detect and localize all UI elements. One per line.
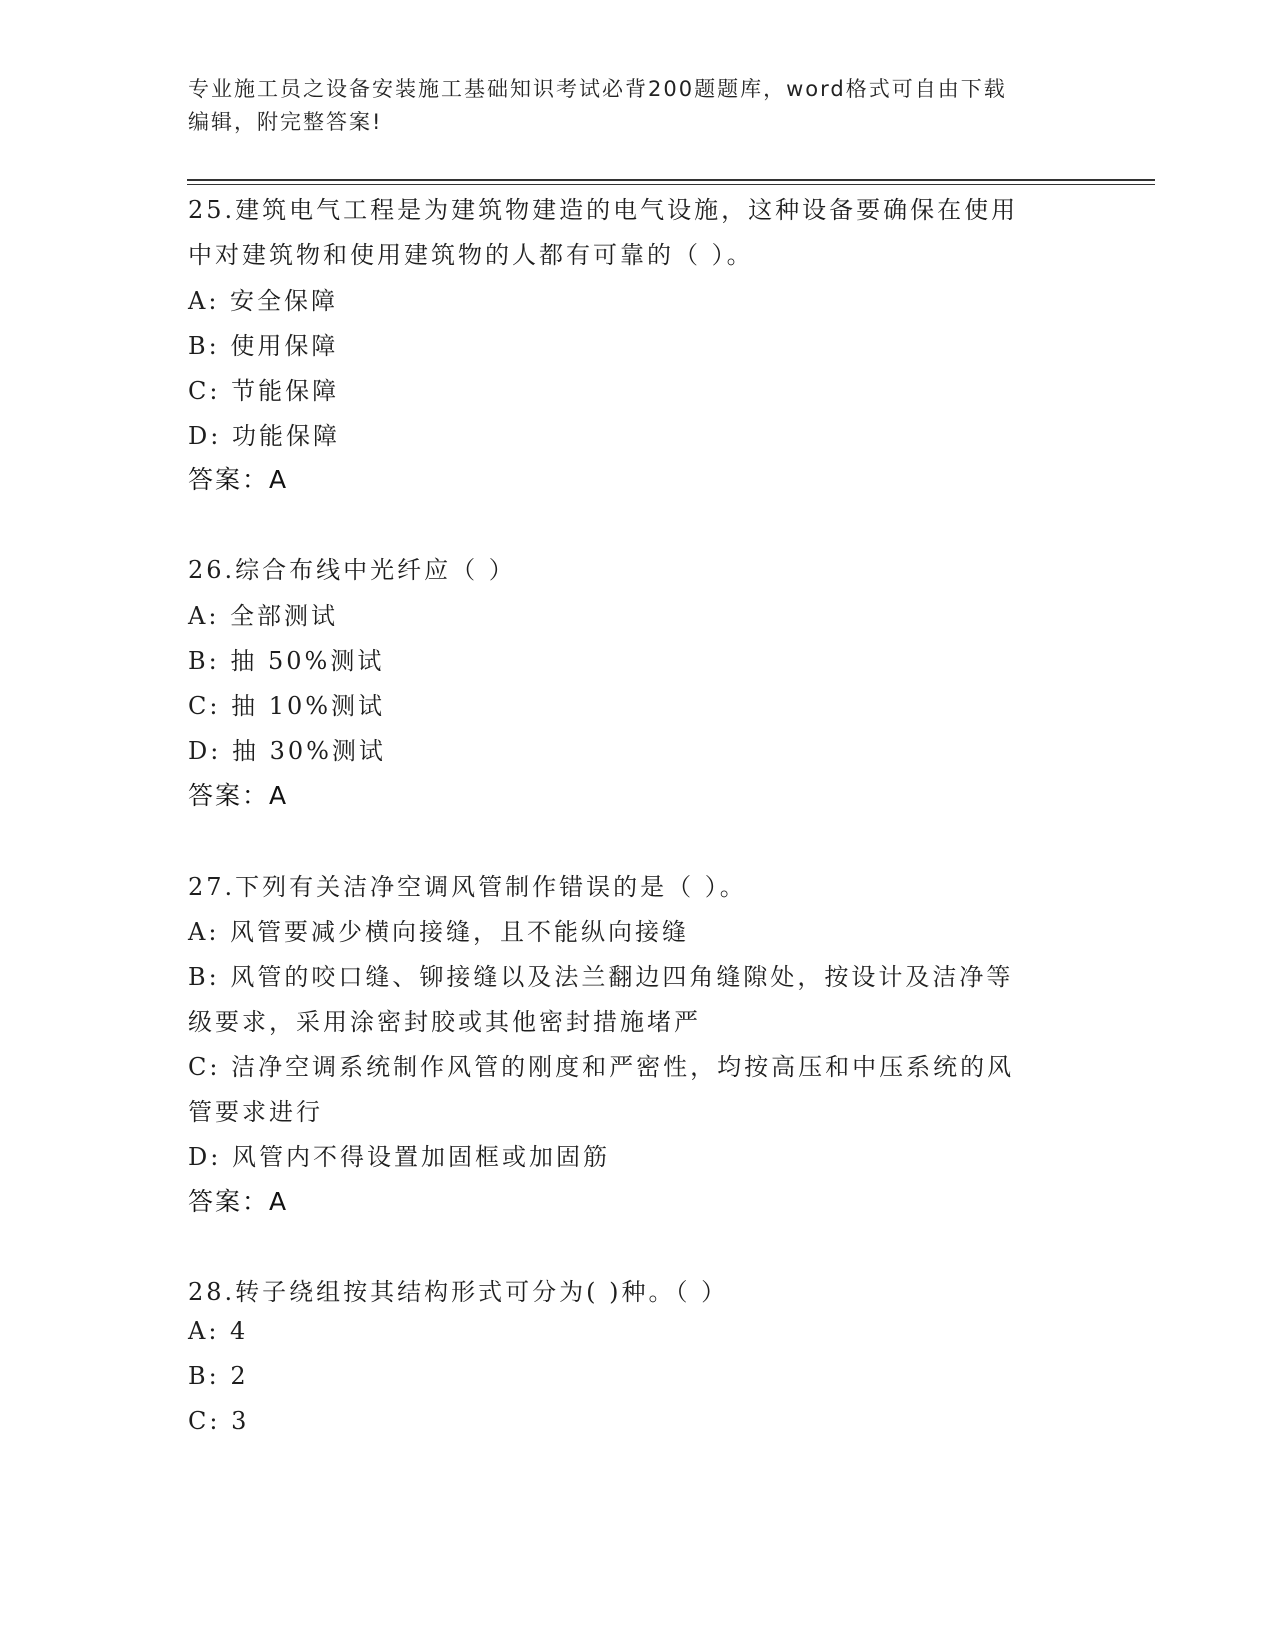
header-divider-thick: [187, 179, 1155, 181]
question-28-option-c: C: 3: [188, 1407, 250, 1435]
question-27-option-b-line-2: 级要求，采用涂密封胶或其他密封措施堵严: [188, 1008, 701, 1036]
document-header: [188, 73, 1078, 139]
question-26-option-c: C: 抽 10%测试: [188, 692, 386, 720]
question-27-option-c-line-2: 管要求进行: [188, 1098, 323, 1126]
question-27-option-d: D: 风管内不得设置加固框或加固筋: [188, 1143, 610, 1171]
question-26-option-a: A: 全部测试: [188, 602, 339, 630]
question-27-stem: 27.下列有关洁净空调风管制作错误的是（ ）。: [188, 873, 747, 901]
header-title-line-1: 专业施工员之设备安装施工基础知识考试必背200题题库，word格式可自由下载: [188, 77, 1007, 101]
question-28-option-b: B: 2: [188, 1362, 249, 1390]
question-27-option-a: A: 风管要减少横向接缝，且不能纵向接缝: [188, 918, 690, 946]
question-27-option-b-line-1: B: 风管的咬口缝、铆接缝以及法兰翻边四角缝隙处，按设计及洁净等: [188, 963, 1014, 991]
question-25-option-a: A: 安全保障: [188, 287, 339, 315]
question-27-option-c-line-1: C: 洁净空调系统制作风管的刚度和严密性，均按高压和中压系统的风: [188, 1053, 1015, 1081]
question-25-option-d: D: 功能保障: [188, 422, 340, 450]
question-25-answer: 答案：A: [188, 465, 289, 494]
question-26-answer: 答案：A: [188, 781, 289, 810]
question-25-stem-line-2: 中对建筑物和使用建筑物的人都有可靠的（ ）。: [188, 241, 754, 269]
question-27-answer: 答案：A: [188, 1187, 289, 1216]
header-title-line-2: 编辑，附完整答案!: [188, 110, 383, 134]
question-28-stem: 28.转子绕组按其结构形式可分为( )种。（ ）: [188, 1278, 729, 1306]
question-26-stem: 26.综合布线中光纤应（ ）: [188, 556, 516, 584]
question-25-option-b: B: 使用保障: [188, 332, 339, 360]
header-divider-thin: [187, 184, 1155, 185]
question-28-option-a: A: 4: [188, 1317, 249, 1345]
question-25-stem-line-1: 25.建筑电气工程是为建筑物建造的电气设施，这种设备要确保在使用: [188, 196, 1019, 224]
question-26-option-b: B: 抽 50%测试: [188, 647, 385, 675]
question-26-option-d: D: 抽 30%测试: [188, 737, 386, 765]
question-25-option-c: C: 节能保障: [188, 377, 340, 405]
